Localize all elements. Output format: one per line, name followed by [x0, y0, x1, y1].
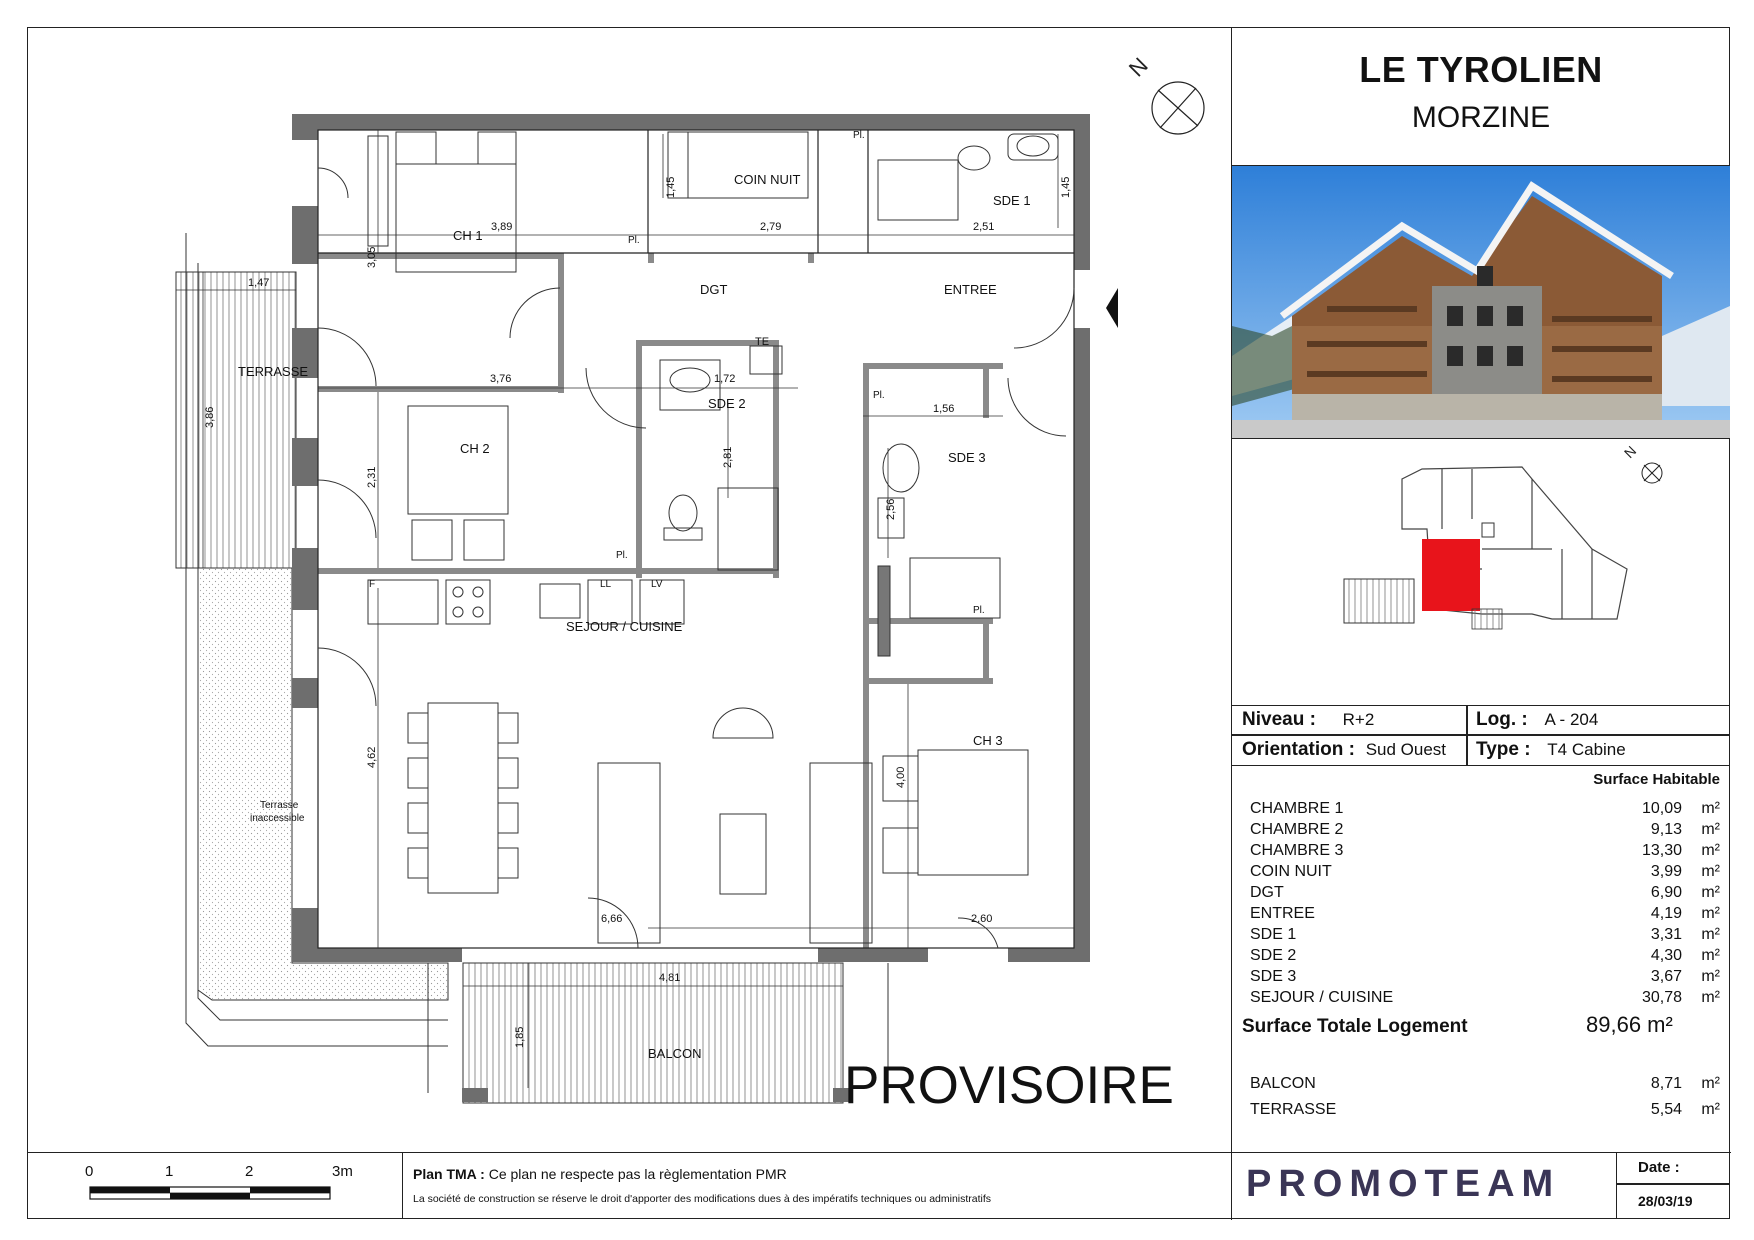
surface-room-value: 30,78: [1641, 989, 1682, 1006]
date-label: Date :: [1638, 1159, 1680, 1176]
title-block: [1231, 28, 1731, 1220]
dim-386: 3,86: [204, 406, 216, 428]
date-value: 28/03/19: [1638, 1193, 1693, 1209]
label-sejour: SEJOUR / CUISINE: [566, 619, 683, 634]
label-f: F: [369, 579, 376, 590]
orientation-value: Sud Ouest: [1365, 740, 1447, 759]
log-value: A - 204: [1544, 710, 1599, 729]
surface-unit: m²: [1701, 989, 1720, 1006]
label-sde2: SDE 2: [708, 396, 746, 411]
label-lv: LV: [651, 579, 663, 590]
surface-unit: m²: [1701, 821, 1720, 838]
key-plan: [1232, 439, 1730, 706]
footer: [28, 1152, 1731, 1219]
dim-147: 1,47: [248, 277, 270, 289]
surface-room-value: 3,67: [1650, 968, 1682, 985]
surface-row: [1250, 968, 1720, 990]
surface-unit: m²: [1701, 884, 1720, 901]
surface-unit: m²: [1701, 842, 1720, 859]
entrance-arrow-icon: [1106, 288, 1118, 328]
label-te: TE: [755, 336, 770, 348]
orientation-label: Orientation :: [1242, 739, 1355, 760]
surface-unit: m²: [1701, 905, 1720, 922]
label-coin-nuit: COIN NUIT: [734, 172, 801, 187]
label-balcon: BALCON: [648, 1046, 702, 1061]
surface-table: [1232, 765, 1730, 1167]
label-pl-5: Pl.: [973, 605, 985, 616]
surface-room-label: ENTREE: [1250, 905, 1315, 922]
total-label: Surface Totale Logement: [1242, 1016, 1468, 1037]
surface-room-label: SEJOUR / CUISINE: [1250, 989, 1394, 1006]
surface-room-value: 4,19: [1650, 905, 1682, 922]
niveau-label: Niveau :: [1242, 709, 1316, 730]
surface-row: [1250, 863, 1720, 885]
dim-389: 3,89: [491, 221, 513, 233]
label-ch3: CH 3: [973, 733, 1003, 748]
dim-462: 4,62: [366, 746, 378, 768]
surface-row: [1250, 821, 1720, 843]
label-terrasse: TERRASSE: [238, 364, 309, 379]
surface-room-value: 6,90: [1650, 884, 1682, 901]
exterior-surface-row: [1250, 1075, 1720, 1097]
surface-row: [1250, 842, 1720, 864]
surface-room-value: 9,13: [1650, 821, 1682, 838]
unit-info: [1232, 705, 1730, 766]
surface-room-label: SDE 3: [1250, 968, 1297, 985]
terrasse-inaccessible-area: [198, 568, 448, 1000]
dim-185: 1,85: [514, 1026, 526, 1048]
note-text: Ce plan ne respecte pas la règlementation PMR: [488, 1166, 787, 1182]
dim-281: 2,81: [722, 446, 734, 468]
note-title: Plan TMA :: [413, 1166, 485, 1182]
project-title-box: [1232, 28, 1730, 166]
north-compass-icon: [1124, 53, 1204, 134]
scale-label-2: 2: [245, 1163, 254, 1180]
building-photo: [1232, 166, 1730, 439]
surface-room-value: 3,99: [1650, 863, 1682, 880]
surface-room-value: 3,31: [1650, 926, 1682, 943]
exterior-label: BALCON: [1250, 1075, 1316, 1092]
scale-label-1: 1: [165, 1163, 174, 1180]
label-pl-4: Pl.: [873, 390, 885, 401]
svg-text:N: N: [1620, 442, 1640, 462]
dim-156: 1,56: [933, 403, 955, 415]
surface-unit: m²: [1701, 1101, 1720, 1118]
surface-row: [1250, 884, 1720, 906]
label-terrasse-inacc-1: Terrasse: [260, 800, 299, 811]
surface-room-value: 10,09: [1641, 800, 1682, 817]
floor-plan: [28, 28, 1228, 1150]
surface-room-label: CHAMBRE 2: [1250, 821, 1344, 838]
scale-bar: [28, 1153, 403, 1219]
walls: [292, 114, 1090, 1102]
surface-room-label: CHAMBRE 1: [1250, 800, 1344, 817]
label-pl-3: Pl.: [616, 550, 628, 561]
exterior-surface-row: [1250, 1101, 1720, 1123]
surface-unit: m²: [1701, 968, 1720, 985]
surface-room-value: 13,30: [1641, 842, 1682, 859]
log-label: Log. :: [1476, 709, 1528, 730]
total-value: 89,66 m²: [1586, 1012, 1673, 1037]
note-small: La société de construction se réserve le droit d'apporter des modifications dues à des impératifs techniques ou administratifs: [413, 1193, 992, 1205]
dim-279: 2,79: [760, 221, 782, 233]
dim-145a: 1,45: [665, 176, 677, 198]
project-name: LE TYROLIEN: [1359, 49, 1603, 90]
dim-256: 2,56: [885, 498, 897, 520]
dim-666: 6,66: [601, 913, 623, 925]
surface-row: [1250, 989, 1720, 1011]
surface-unit: m²: [1701, 947, 1720, 964]
surface-room-label: CHAMBRE 3: [1250, 842, 1344, 859]
label-pl-2: Pl.: [853, 130, 865, 141]
note-box: [403, 1153, 1230, 1219]
logo-box: [1231, 1153, 1617, 1219]
scale-label-0: 0: [85, 1163, 94, 1180]
label-sde3: SDE 3: [948, 450, 986, 465]
surface-row: [1250, 926, 1720, 948]
dim-376: 3,76: [490, 373, 512, 385]
promoteam-logo: PROMOTEAM: [1246, 1163, 1561, 1205]
key-plan-north-icon: [1621, 443, 1662, 483]
dim-231: 2,31: [366, 466, 378, 488]
scale-label-3m: 3m: [332, 1163, 353, 1180]
surface-row: [1250, 800, 1720, 822]
niveau-value: R+2: [1342, 710, 1375, 729]
surface-unit: m²: [1701, 1075, 1720, 1092]
label-ll: LL: [600, 579, 612, 590]
exterior-value: 5,54: [1650, 1101, 1682, 1118]
surface-room-label: SDE 2: [1250, 947, 1297, 964]
surface-unit: m²: [1701, 863, 1720, 880]
dim-305: 3,05: [366, 246, 378, 268]
terrasse-area: [176, 272, 296, 568]
surface-unit: m²: [1701, 926, 1720, 943]
plan-sheet: [27, 27, 1730, 1219]
surface-room-label: SDE 1: [1250, 926, 1297, 943]
dim-481: 4,81: [659, 972, 681, 984]
type-value: T4 Cabine: [1547, 740, 1626, 759]
surface-unit: m²: [1701, 800, 1720, 817]
dim-145b: 1,45: [1060, 176, 1072, 198]
date-box: [1616, 1153, 1729, 1219]
project-city: MORZINE: [1411, 101, 1551, 134]
label-terrasse-inacc-2: inaccessible: [250, 813, 305, 824]
exterior-value: 8,71: [1650, 1075, 1682, 1092]
svg-text:N: N: [1123, 52, 1153, 82]
dim-251: 2,51: [973, 221, 995, 233]
label-ch1: CH 1: [453, 228, 483, 243]
surface-room-value: 4,30: [1650, 947, 1682, 964]
surface-room-label: COIN NUIT: [1250, 863, 1332, 880]
surface-header: Surface Habitable: [1593, 771, 1720, 788]
provisoire-stamp: PROVISOIRE: [844, 1056, 1174, 1115]
label-entree: ENTREE: [944, 282, 997, 297]
dim-260: 2,60: [971, 913, 993, 925]
label-sde1: SDE 1: [993, 193, 1031, 208]
surface-row: [1250, 905, 1720, 927]
dim-400: 4,00: [895, 766, 907, 788]
unit-highlight: [1422, 539, 1480, 611]
label-pl-1: Pl.: [628, 235, 640, 246]
dim-172: 1,72: [714, 373, 736, 385]
exterior-label: TERRASSE: [1250, 1101, 1337, 1118]
type-label: Type :: [1476, 739, 1531, 760]
label-dgt: DGT: [700, 282, 728, 297]
label-ch2: CH 2: [460, 441, 490, 456]
surface-row: [1250, 947, 1720, 969]
surface-room-label: DGT: [1250, 884, 1284, 901]
